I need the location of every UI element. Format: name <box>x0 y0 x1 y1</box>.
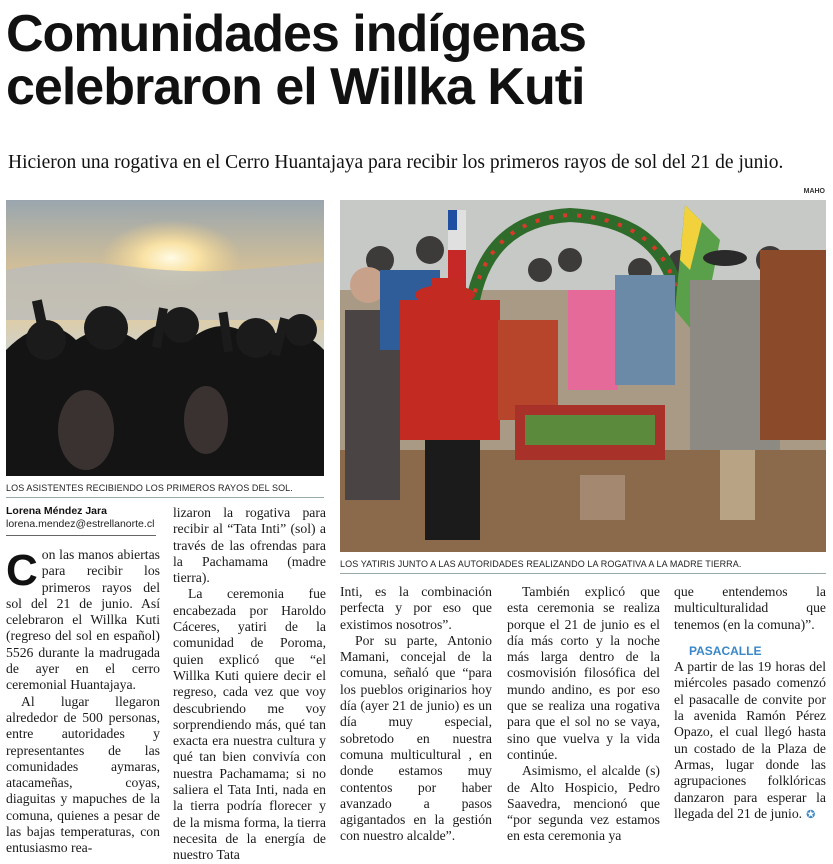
body-paragraph: La ceremonia fue encabezada por Haroldo Cáceres, yatiri de la comunidad de Poroma, quien explicó que “el Willka Kuti quiere decir el regreso, cada vez que voy descubriendo me voy sorprendiendo más, qué tan exacta era nuestra cultura y qué tan bien convivía con nuestra Pachamama; si no saliera el Tata Inti, nada en la tierra podría florecer y de la misma forma, la tierra necesita de la energía de nuestro Tata <box>173 586 326 863</box>
body-paragraph: que entendemos la multiculturalidad que tenemos (en la comuna)”. <box>674 584 826 632</box>
article-column-3 <box>340 584 492 845</box>
headline: Comunidades indígenas celebraron el Willka Kuti <box>6 5 586 116</box>
body-paragraph: También explicó que esta ceremonia se realiza porque el 21 de junio es el día más corto y la noche más larga dentro de la cosmovisión filosófica del mundo andino, es por eso que se realiza una rogativa para que el sol no se vaya, sino que vuelva y la vida continúe. <box>507 584 660 762</box>
byline <box>6 505 154 530</box>
drop-cap: C <box>6 546 38 595</box>
ceremony-photo <box>340 200 826 552</box>
paragraph-text: A partir de las 19 horas del miércoles pasado comenzó el pasacalle de convite por la avenida Ramón Pérez Opazo, el cual llegó hasta un costado de la Plaza de Armas, lugar donde las agrupaciones folklóricas danzaron para esperar la llegada del 21 de junio. <box>674 659 826 821</box>
caption-divider <box>6 497 324 498</box>
article-column-4 <box>507 584 660 845</box>
body-paragraph <box>674 659 826 823</box>
end-mark-icon: ✪ <box>806 807 816 821</box>
subheadline: Hicieron una rogativa en el Cerro Huantajaya para recibir los primeros rayos de sol del 21 de junio. <box>8 152 784 173</box>
body-paragraph: Por su parte, Antonio Mamani, concejal de la comuna, señaló que “para los pueblos originarios hoy día (ayer 21 de junio) es un día muy especial, sobretodo en nuestra comuna multicultural , en donde estamos muy contentos por haber avanzado a pasos agigantados en la gestión con nuestro alcalde”. <box>340 632 492 844</box>
author-email[interactable]: lorena.mendez@estrellanorte.cl <box>6 518 155 530</box>
caption-divider <box>340 573 826 574</box>
section-heading: PASACALLE <box>689 643 762 658</box>
body-paragraph: Inti, es la combinación perfecta y por eso que existimos nosotros”. <box>340 584 492 632</box>
photo-caption: LOS YATIRIS JUNTO A LAS AUTORIDADES REALIZANDO LA ROGATIVA A LA MADRE TIERRA. <box>340 559 742 569</box>
paragraph-text: on las manos abiertas para recibir los primeros rayos del sol del 21 de junio. Así celebraron el Willka Kuti (regreso del sol en español) 5526 durante la madrugada de ayer en el cerro ceremonial Huantajaya. <box>6 547 160 693</box>
article-column-2 <box>173 505 326 864</box>
photo-credit: MAHO <box>803 188 825 195</box>
body-paragraph <box>6 547 160 694</box>
article-column-1 <box>6 547 160 857</box>
article-column-5 <box>674 584 826 823</box>
sunrise-photo <box>6 200 324 476</box>
photo-caption: LOS ASISTENTES RECIBIENDO LOS PRIMEROS RAYOS DEL SOL. <box>6 483 293 493</box>
body-paragraph: lizaron la rogativa para recibir al “Tata Inti” (sol) a través de las ofrendas para la Pachamama (madre tierra). <box>173 505 326 586</box>
body-paragraph: Asimismo, el alcalde (s) de Alto Hospicio, Pedro Saavedra, mencionó que “por segunda vez estamos en esta ceremonia ya <box>507 763 660 844</box>
byline-divider <box>6 535 156 536</box>
author-name: Lorena Méndez Jara <box>6 505 107 517</box>
body-paragraph: Al lugar llegaron alrededor de 500 personas, entre autoridades y representantes de las comunidades aymaras, atacameñas, coyas, diaguitas y mapuches de la comuna, quienes a pesar de las bajas temperaturas, con entusiasmo rea- <box>6 693 160 856</box>
